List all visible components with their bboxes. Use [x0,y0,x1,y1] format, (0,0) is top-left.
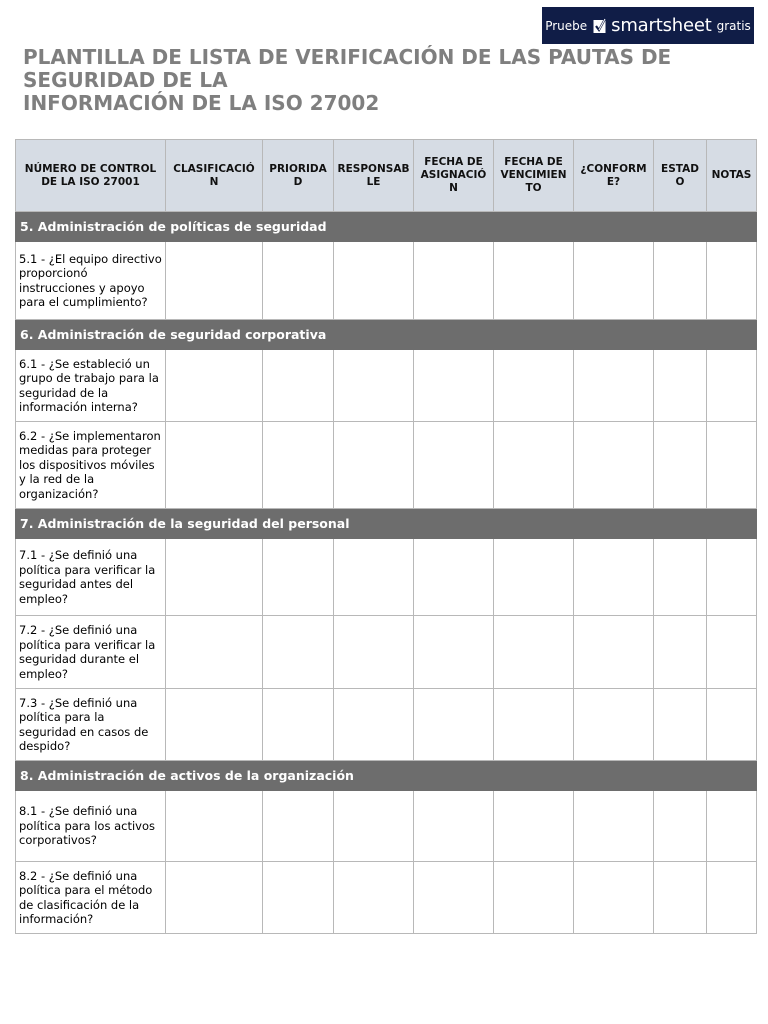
section-title: 5. Administración de políticas de seguridad [16,212,757,242]
classification-cell[interactable] [166,539,263,616]
priority-cell[interactable] [263,422,334,509]
classification-cell[interactable] [166,242,263,320]
header-assignment-date: FECHA DE ASIGNACIÓN [414,140,494,212]
status-cell[interactable] [654,422,707,509]
responsible-cell[interactable] [334,862,414,934]
section-row [16,761,757,791]
priority-cell[interactable] [263,242,334,320]
priority-cell[interactable] [263,616,334,689]
table-row [16,350,757,422]
control-question-cell: 7.1 - ¿Se definió una política para verificar la seguridad antes del empleo? [16,539,166,616]
notes-cell[interactable] [707,242,757,320]
due-date-cell[interactable] [494,689,574,761]
assignment-date-cell[interactable] [414,689,494,761]
notes-cell[interactable] [707,350,757,422]
header-priority: PRIORIDAD [263,140,334,212]
status-cell[interactable] [654,862,707,934]
compliant-cell[interactable] [574,862,654,934]
smartsheet-checkmark-icon [593,18,607,34]
status-cell[interactable] [654,616,707,689]
responsible-cell[interactable] [334,422,414,509]
control-question-cell: 8.2 - ¿Se definió una política para el método de clasificación de la información? [16,862,166,934]
compliant-cell[interactable] [574,689,654,761]
classification-cell[interactable] [166,791,263,862]
table-row [16,862,757,934]
classification-cell[interactable] [166,616,263,689]
assignment-date-cell[interactable] [414,791,494,862]
classification-cell[interactable] [166,689,263,761]
priority-cell[interactable] [263,862,334,934]
compliant-cell[interactable] [574,791,654,862]
notes-cell[interactable] [707,689,757,761]
table-row [16,242,757,320]
compliant-cell[interactable] [574,350,654,422]
due-date-cell[interactable] [494,616,574,689]
priority-cell[interactable] [263,539,334,616]
status-cell[interactable] [654,350,707,422]
responsible-cell[interactable] [334,689,414,761]
table-row [16,689,757,761]
table-row [16,422,757,509]
assignment-date-cell[interactable] [414,539,494,616]
notes-cell[interactable] [707,862,757,934]
checklist-table [15,139,757,934]
responsible-cell[interactable] [334,242,414,320]
control-question-cell: 6.2 - ¿Se implementaron medidas para proteger los dispositivos móviles y la red de la organización? [16,422,166,509]
banner-prefix: Pruebe [545,18,588,33]
table-row [16,616,757,689]
assignment-date-cell[interactable] [414,242,494,320]
notes-cell[interactable] [707,422,757,509]
notes-cell[interactable] [707,539,757,616]
compliant-cell[interactable] [574,616,654,689]
header-notes: NOTAS [707,140,757,212]
compliant-cell[interactable] [574,242,654,320]
responsible-cell[interactable] [334,350,414,422]
table-header-row [16,140,757,212]
status-cell[interactable] [654,791,707,862]
section-row [16,509,757,539]
responsible-cell[interactable] [334,791,414,862]
assignment-date-cell[interactable] [414,350,494,422]
title-line: SEGURIDAD DE LA [23,68,228,92]
classification-cell[interactable] [166,862,263,934]
assignment-date-cell[interactable] [414,616,494,689]
status-cell[interactable] [654,242,707,320]
compliant-cell[interactable] [574,422,654,509]
page-title [23,46,723,115]
due-date-cell[interactable] [494,791,574,862]
notes-cell[interactable] [707,791,757,862]
due-date-cell[interactable] [494,350,574,422]
smartsheet-trial-banner[interactable] [542,7,754,44]
assignment-date-cell[interactable] [414,862,494,934]
header-due-date: FECHA DE VENCIMIENTO [494,140,574,212]
compliant-cell[interactable] [574,539,654,616]
header-responsible: RESPONSABLE [334,140,414,212]
section-title: 6. Administración de seguridad corporativa [16,320,757,350]
control-question-cell: 7.3 - ¿Se definió una política para la seguridad en casos de despido? [16,689,166,761]
priority-cell[interactable] [263,791,334,862]
table-row [16,791,757,862]
priority-cell[interactable] [263,689,334,761]
due-date-cell[interactable] [494,862,574,934]
assignment-date-cell[interactable] [414,422,494,509]
responsible-cell[interactable] [334,539,414,616]
section-title: 8. Administración de activos de la organización [16,761,757,791]
banner-suffix: gratis [716,18,751,33]
title-line: PLANTILLA DE LISTA DE VERIFICACIÓN DE LAS PAUTAS DE [23,45,672,69]
header-classification: CLASIFICACIÓN [166,140,263,212]
notes-cell[interactable] [707,616,757,689]
section-title: 7. Administración de la seguridad del personal [16,509,757,539]
status-cell[interactable] [654,539,707,616]
table-row [16,539,757,616]
responsible-cell[interactable] [334,616,414,689]
status-cell[interactable] [654,689,707,761]
section-row [16,212,757,242]
due-date-cell[interactable] [494,539,574,616]
header-status: ESTADO [654,140,707,212]
due-date-cell[interactable] [494,422,574,509]
control-question-cell: 5.1 - ¿El equipo directivo proporcionó instrucciones y apoyo para el cumplimiento? [16,242,166,320]
section-row [16,320,757,350]
control-question-cell: 8.1 - ¿Se definió una política para los activos corporativos? [16,791,166,862]
control-question-cell: 6.1 - ¿Se estableció un grupo de trabajo para la seguridad de la información interna? [16,350,166,422]
header-compliant: ¿CONFORME? [574,140,654,212]
header-control-number: NÚMERO DE CONTROL DE LA ISO 27001 [16,140,166,212]
due-date-cell[interactable] [494,242,574,320]
classification-cell[interactable] [166,350,263,422]
control-question-cell: 7.2 - ¿Se definió una política para verificar la seguridad durante el empleo? [16,616,166,689]
priority-cell[interactable] [263,350,334,422]
title-line: INFORMACIÓN DE LA ISO 27002 [23,91,380,115]
classification-cell[interactable] [166,422,263,509]
banner-brand: smartsheet [611,15,712,36]
